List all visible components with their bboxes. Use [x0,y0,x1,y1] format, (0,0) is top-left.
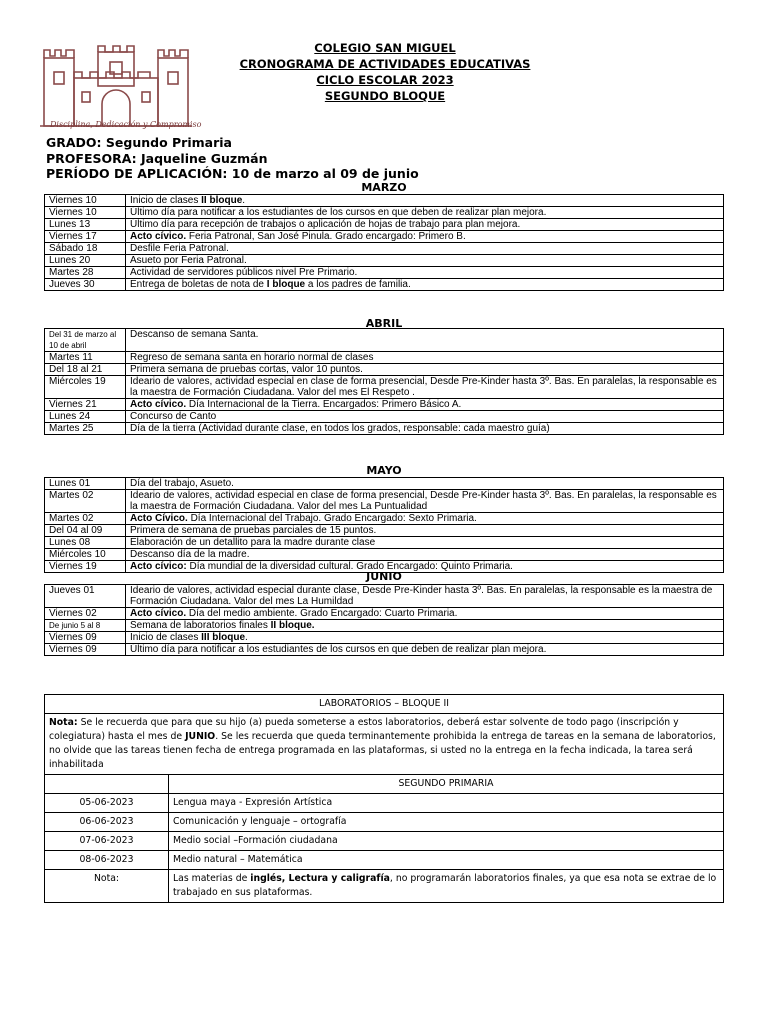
event-description: Último día para notificar a los estudiantes de los cursos en que deben de realizar plan mejora. [126,644,724,656]
event-date: Viernes 09 [45,644,126,656]
calendar-row [45,267,724,279]
calendar-table-junio [44,584,724,656]
calendar-row [45,632,724,644]
event-date: Viernes 19 [45,561,126,573]
lab-schedule-table [44,694,724,903]
event-date: Miércoles 10 [45,549,126,561]
event-date: De junio 5 al 8 [45,620,126,632]
calendar-row [45,279,724,291]
event-description: Ideario de valores, actividad especial durante clase, Desde Pre-Kinder hasta 3º. Bas. En paralelas, la responsable es la maestra de Formación Ciudadana. Valor del mes La Humildad [126,585,724,608]
event-description: Primera de semana de pruebas parciales de 15 puntos. [126,525,724,537]
event-date: Martes 28 [45,267,126,279]
final-note-label: Nota: [45,870,169,903]
lab-row: 07-06-2023 Medio social –Formación ciudadana [45,832,724,851]
event-description: Acto cívico. Día Internacional de la Tierra. Encargados: Primero Básico A. [126,399,724,411]
event-date: Viernes 21 [45,399,126,411]
event-date: Del 31 de marzo al 10 de abril [45,329,126,352]
event-description: Elaboración de un detallito para la madre durante clase [126,537,724,549]
event-date: Martes 11 [45,352,126,364]
logo-motto: Disciplina, Dedicación y Compromiso [50,120,202,129]
final-note-text: Las materias de inglés, Lectura y caligrafía, no programarán laboratorios finales, ya que esa nota se extrae de lo trabajado en sus plataformas. [169,870,724,903]
calendar-row [45,399,724,411]
event-date: Martes 25 [45,423,126,435]
calendar-row [45,207,724,219]
event-description: Primera semana de pruebas cortas, valor 10 puntos. [126,364,724,376]
calendar-row [45,490,724,513]
event-date: Jueves 01 [45,585,126,608]
calendar-row [45,608,724,620]
event-description: Inicio de clases II bloque. [126,195,724,207]
grade-line: GRADO: Segundo Primaria [46,135,232,150]
event-description: Concurso de Canto [126,411,724,423]
event-description: Semana de laboratorios finales II bloque. [126,620,724,632]
event-date: Lunes 13 [45,219,126,231]
calendar-table-marzo [44,194,724,291]
event-date: Lunes 20 [45,255,126,267]
grade-column-header: SEGUNDO PRIMARIA [169,775,724,794]
lab-title: LABORATORIOS – BLOQUE II [45,695,724,714]
event-description: Acto cívico. Día del medio ambiente. Grado Encargado: Cuarto Primaria. [126,608,724,620]
event-description: Último día para notificar a los estudiantes de los cursos en que deben de realizar plan mejora. [126,207,724,219]
school-year: CICLO ESCOLAR 2023 [316,73,454,87]
lab-final-note-row [45,870,724,903]
lab-row: 06-06-2023 Comunicación y lenguaje – ortografía [45,813,724,832]
event-date: Viernes 09 [45,632,126,644]
event-description: Regreso de semana santa en horario normal de clases [126,352,724,364]
event-description: Último día para recepción de trabajos o aplicación de hojas de trabajo para plan mejora. [126,219,724,231]
month-heading-junio: JUNIO [366,570,402,583]
event-description: Acto Cívico. Día Internacional del Trabajo. Grado Encargado: Sexto Primaria. [126,513,724,525]
calendar-row [45,329,724,352]
calendar-row [45,195,724,207]
calendar-row [45,478,724,490]
calendar-row [45,525,724,537]
event-date: Viernes 17 [45,231,126,243]
calendar-row [45,376,724,399]
calendar-row [45,549,724,561]
event-date: Martes 02 [45,490,126,513]
event-description: Ideario de valores, actividad especial en clase de forma presencial, Desde Pre-Kinder hasta 3º. Bas. En paralelas, la responsable es la maestra de Formación Ciudadana. Valor del mes La Puntualidad [126,490,724,513]
period-line: PERÍODO DE APLICACIÓN: 10 de marzo al 09 de junio [46,166,419,181]
calendar-row [45,620,724,632]
event-date: Lunes 08 [45,537,126,549]
document-title [230,40,540,104]
calendar-table-abril [44,328,724,435]
calendar-row [45,219,724,231]
event-date: Viernes 02 [45,608,126,620]
term-name: SEGUNDO BLOQUE [324,89,446,103]
calendar-row [45,255,724,267]
event-description: Asueto por Feria Patronal. [126,255,724,267]
event-date: Lunes 24 [45,411,126,423]
lab-note-label: Nota: [49,717,78,728]
event-date: Lunes 01 [45,478,126,490]
event-date: Viernes 10 [45,207,126,219]
calendar-row [45,231,724,243]
event-date: Viernes 10 [45,195,126,207]
calendar-row [45,364,724,376]
event-description: Descanso día de la madre. [126,549,724,561]
event-date: Del 18 al 21 [45,364,126,376]
calendar-row [45,352,724,364]
calendar-row [45,537,724,549]
document-header [0,0,768,185]
school-name: COLEGIO SAN MIGUEL [314,41,456,55]
event-description: Descanso de semana Santa. [126,329,724,352]
month-heading-mayo: MAYO [366,464,402,477]
calendar-row [45,423,724,435]
calendar-row [45,585,724,608]
calendar-row [45,644,724,656]
event-date: Martes 02 [45,513,126,525]
event-description: Ideario de valores, actividad especial en clase de forma presencial, Desde Pre-Kinder hasta 3º. Bas. En paralelas, la responsable es la maestra de Formación Ciudadana. Valor del mes El Respeto . [126,376,724,399]
schedule-title: CRONOGRAMA DE ACTIVIDADES EDUCATIVAS [239,57,531,71]
event-date: Del 04 al 09 [45,525,126,537]
event-description: Día de la tierra (Actividad durante clase, en todos los grados, responsable: cada maestro guía) [126,423,724,435]
calendar-row [45,411,724,423]
event-description: Acto cívico: Día mundial de la diversidad cultural. Grado Encargado: Quinto Primaria. [126,561,724,573]
calendar-row [45,243,724,255]
teacher-line: PROFESORA: Jaqueline Guzmán [46,150,268,166]
event-description: Desfile Feria Patronal. [126,243,724,255]
event-description: Inicio de clases III bloque. [126,632,724,644]
event-description: Entrega de boletas de nota de I bloque a los padres de familia. [126,279,724,291]
month-heading-abril: ABRIL [365,317,403,330]
calendar-row [45,513,724,525]
event-description: Actividad de servidores públicos nivel Pre Primario. [126,267,724,279]
event-description: Día del trabajo, Asueto. [126,478,724,490]
lab-row: 05-06-2023 Lengua maya - Expresión Artística [45,794,724,813]
calendar-table-mayo [44,477,724,573]
event-date: Jueves 30 [45,279,126,291]
event-date: Sábado 18 [45,243,126,255]
class-info [46,135,419,182]
event-description: Acto cívico. Feria Patronal, San José Pinula. Grado encargado: Primero B. [126,231,724,243]
event-date: Miércoles 19 [45,376,126,399]
lab-note: Nota: Se le recuerda que para que su hijo (a) pueda someterse a estos laboratorios, deberá estar solvente de todo pago (inscripción y colegiatura) hasta el mes de JUNIO. Se les recuerda que queda terminantemente prohibida la entrega de tareas en la semana de laboratorios, no olvide que las tareas tienen fecha de entrega programada en las plataformas, si usted no la entrega en la fecha indicada, la tarea será inhabilitada [45,714,724,775]
lab-row: 08-06-2023 Medio natural – Matemática [45,851,724,870]
month-heading-marzo: MARZO [361,181,407,194]
